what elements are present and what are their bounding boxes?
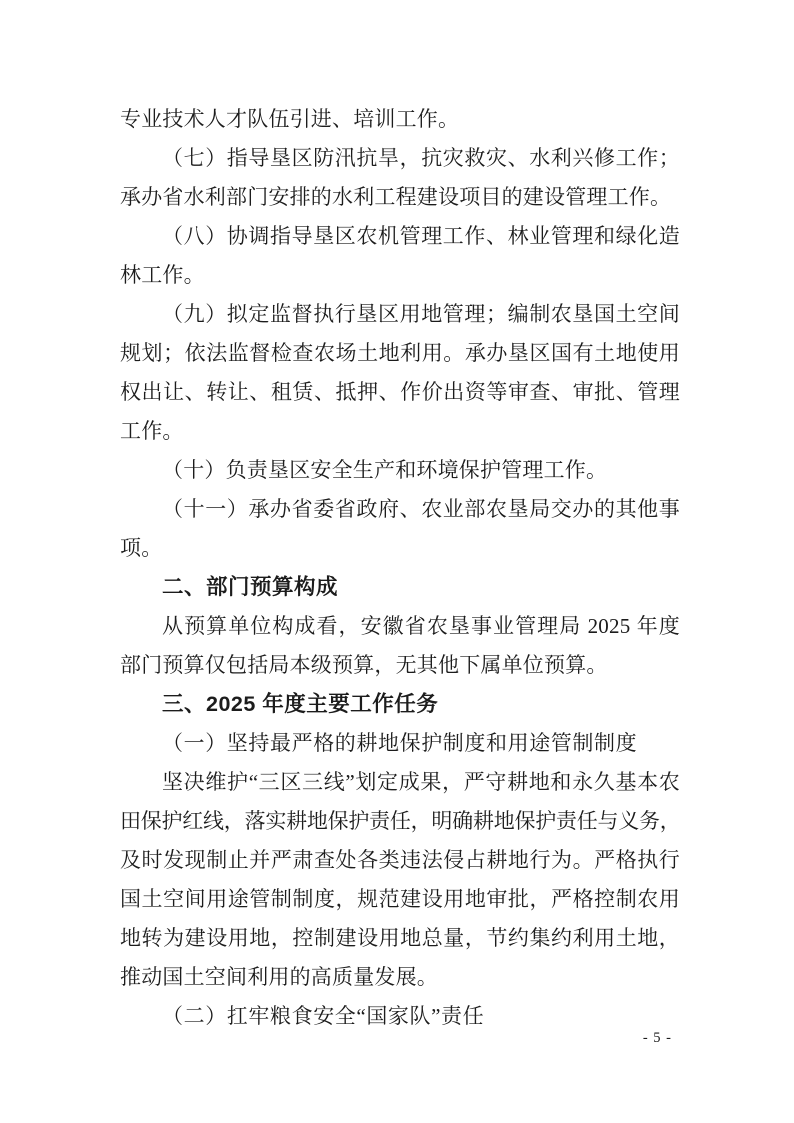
text-line: 坚决维护“三区三线”划定成果，严守耕地和永久基本农 <box>162 770 680 794</box>
section-heading: 三、2025 年度主要工作任务 <box>162 692 439 716</box>
text-line: 权出让、转让、租赁、抵押、作价出资等审查、审批、管理 <box>120 380 680 404</box>
text-line: 推动国土空间利用的高质量发展。 <box>120 965 438 989</box>
text-line: （八）协调指导垦区农机管理工作、林业管理和绿化造 <box>162 224 680 248</box>
text-line: 从预算单位构成看，安徽省农垦事业管理局 2025 年度 <box>162 614 680 638</box>
document-body <box>120 100 680 1036</box>
text-line: 田保护红线，落实耕地保护责任，明确耕地保护责任与义务， <box>120 809 680 833</box>
text-line: 承办省水利部门安排的水利工程建设项目的建设管理工作。 <box>120 185 672 209</box>
text-line: 专业技术人才队伍引进、培训工作。 <box>120 107 460 131</box>
page-number: - 5 - <box>642 1030 672 1046</box>
sub-heading: （二）扛牢粮食安全“国家队”责任 <box>162 1004 485 1028</box>
text-line: 林工作。 <box>120 263 205 287</box>
sub-heading: （一）坚持最严格的耕地保护制度和用途管制制度 <box>162 731 638 755</box>
text-line: 国土空间用途管制制度，规范建设用地审批，严格控制农用 <box>120 887 680 911</box>
text-line: 地转为建设用地，控制建设用地总量，节约集约利用土地， <box>120 926 680 950</box>
text-line: 规划；依法监督检查农场土地利用。承办垦区国有土地使用 <box>120 341 680 365</box>
text-line: （九）拟定监督执行垦区用地管理；编制农垦国土空间 <box>162 302 680 326</box>
text-line: 部门预算仅包括局本级预算，无其他下属单位预算。 <box>120 653 608 677</box>
section-heading: 二、部门预算构成 <box>162 575 339 599</box>
text-line: 项。 <box>120 536 163 560</box>
text-line: 工作。 <box>120 419 184 443</box>
text-line: （十）负责垦区安全生产和环境保护管理工作。 <box>162 458 608 482</box>
text-line: （十一）承办省委省政府、农业部农垦局交办的其他事 <box>162 497 680 521</box>
text-line: （七）指导垦区防汛抗旱，抗灾救灾、水利兴修工作； <box>162 146 680 170</box>
text-line: 及时发现制止并严肃查处各类违法侵占耕地行为。严格执行 <box>120 848 680 872</box>
